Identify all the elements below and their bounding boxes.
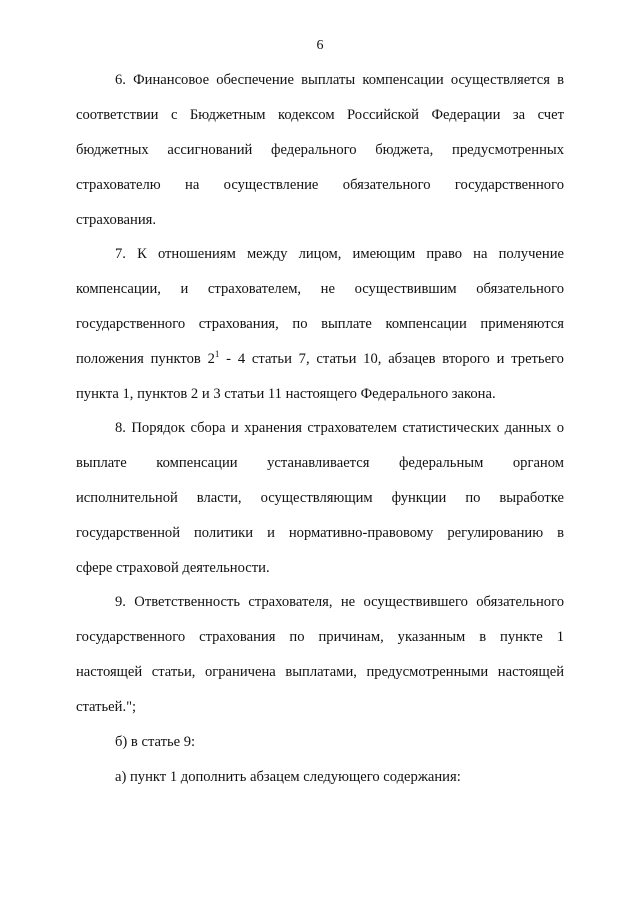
- paragraph-7-line-2: компенсации, и страхователем, не осуществившим обязательного: [76, 281, 564, 297]
- paragraph-7-line-3: государственного страхования, по выплате компенсации применяются: [76, 316, 564, 332]
- paragraph-7-line-4: [76, 349, 564, 369]
- subitem-a-line: а) пункт 1 дополнить абзацем следующего содержания:: [115, 769, 461, 785]
- paragraph-8-line-3: исполнительной власти, осуществляющим функции по выработке: [76, 490, 564, 506]
- paragraph-9-line-1: 9. Ответственность страхователя, не осуществившего обязательного: [115, 594, 564, 610]
- paragraph-7-line-5: пункта 1, пунктов 2 и 3 статьи 11 настоящего Федерального закона.: [76, 386, 496, 402]
- paragraph-6-line-4: страхователю на осуществление обязательного государственного: [76, 177, 564, 193]
- paragraph-6-line-2: соответствии с Бюджетным кодексом Российской Федерации за счет: [76, 107, 564, 123]
- paragraph-7-line-4-before: положения пунктов 2: [76, 351, 215, 367]
- paragraph-9-line-4: статьей.";: [76, 699, 137, 715]
- superscript-mark: 1: [214, 349, 220, 359]
- paragraph-6-line-3: бюджетных ассигнований федерального бюджета, предусмотренных: [76, 142, 564, 158]
- paragraph-8-line-1: 8. Порядок сбора и хранения страхователем статистических данных о: [115, 420, 564, 436]
- paragraph-8-line-2: выплате компенсации устанавливается федеральным органом: [76, 455, 564, 471]
- paragraph-6-line-1: 6. Финансовое обеспечение выплаты компенсации осуществляется в: [115, 72, 564, 88]
- paragraph-8-line-5: сфере страховой деятельности.: [76, 560, 270, 576]
- paragraph-8-line-4: государственной политики и нормативно-правовому регулированию в: [76, 525, 564, 541]
- paragraph-9-line-2: государственного страхования по причинам, указанным в пункте 1: [76, 629, 564, 645]
- page-number: 6: [316, 38, 324, 53]
- paragraph-9-line-3: настоящей статьи, ограничена выплатами, предусмотренными настоящей: [76, 664, 564, 680]
- paragraph-6-line-5: страхования.: [76, 212, 157, 228]
- subitem-b-line: б) в статье 9:: [115, 734, 196, 750]
- paragraph-7-line-1: 7. К отношениям между лицом, имеющим право на получение: [115, 246, 564, 262]
- paragraph-7-line-4-after: - 4 статьи 7, статьи 10, абзацев второго и третьего: [219, 351, 564, 367]
